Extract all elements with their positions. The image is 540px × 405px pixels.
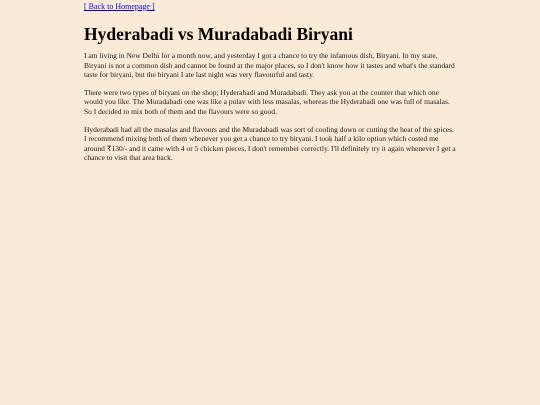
article-container xyxy=(84,2,456,171)
back-to-homepage-link[interactable]: [ Back to Homepage ] xyxy=(84,2,155,11)
article-paragraph-2: There were two types of biryani on the shop; Hyderabadi and Muradabadi. They ask you at the counter that which one would you like. The Muradabadi one was like a pulav with less masalas, whereas the Hyderabadi one was full of masalas. So I decided to mix both of them and the flavours were so good. xyxy=(84,87,450,116)
article-paragraph-1: I am living in New Delhi for a month now, and yesterday I got a chance to try the infamous dish, Biryani. In my state, Biryani is not a common dish and cannot be found at the major places, so I don't know how it tastes and what's the standard taste for biryani, but the biryani I ate last night was very flavourful and tasty. xyxy=(84,51,455,80)
article-paragraph-3: Hyderabadi had all the masalas and flavours and the Muradabadi was sort of cooling down or cutting the heat of the spices. I recommend mixing both of them whenever you get a chance to try biryani. I took half a kilo option which costed me around ₹130/- and it came with 4 or 5 chicken pieces, I don't remember correctly. I'll definitely try it again whenever I get a chance to visit that area back. xyxy=(84,124,456,163)
page-title: Hyderabadi vs Muradabadi Biryani xyxy=(84,24,353,44)
